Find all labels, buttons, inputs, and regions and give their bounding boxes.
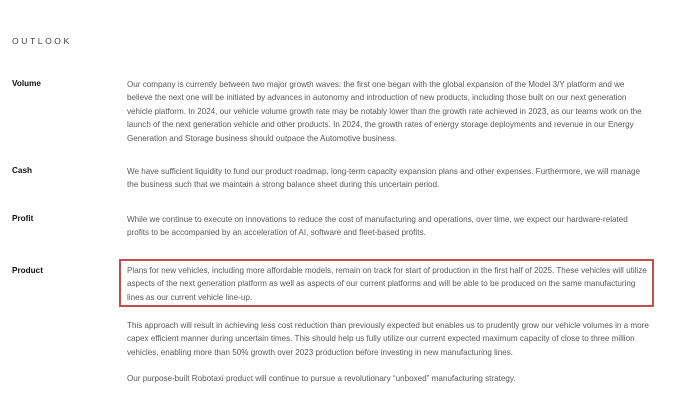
volume-paragraph: Our company is currently between two major growth waves: the first one began with the global expansion of the Model 3/Y platform and we believe the next one will be initiated by advances in autonomy and introduction of new products, including those built on our next generation vehicle platform. In 2024, our vehicle volume growth rate may be notably lower than the growth rate achieved in 2023, as our teams work on the launch of the next generation vehicle and other products. In 2024, the growth rates of energy storage deployments and revenue in our Energy Generation and Storage business should outpace the Automotive business. (127, 80, 642, 143)
product-paragraph-3: Our purpose-built Robotaxi product will continue to pursue a revolutionary “unboxed” manufacturing strategy. (127, 374, 516, 383)
section-label-product: Product (12, 266, 43, 275)
cash-paragraph: We have sufficient liquidity to fund our product roadmap, long-term capacity expansion plans and other expenses. Furthermore, we will manage the business such that we maintain a strong balance sheet during this uncertain period. (127, 167, 641, 190)
profit-paragraph: While we continue to execute on innovations to reduce the cost of manufacturing and operations, over time, we expect our hardware-related profits to be accompanied by an acceleration of AI, software and fleet-based profits. (127, 215, 628, 238)
page-title: OUTLOOK (12, 36, 72, 46)
section-label-cash: Cash (12, 166, 33, 175)
section-label-profit: Profit (12, 214, 34, 223)
section-label-volume: Volume (12, 79, 41, 88)
product-paragraph-2: This approach will result in achieving less cost reduction than previously expected but enables us to prudently grow our vehicle volumes in a more capex efficient manner during uncertain times. This should help us fully utilize our current expected maximum capacity of close to three million vehicles, enabling more than 50% growth over 2023 production before investing in new manufacturing lines. (127, 321, 649, 357)
product-paragraph-1: Plans for new vehicles, including more affordable models, remain on track for start of production in the first half of 2025. These vehicles will utilize aspects of the next generation platform as well as aspects of our current platforms and will be able to be produced on the same manufacturing lines as our current vehicle line-up. (127, 266, 647, 302)
